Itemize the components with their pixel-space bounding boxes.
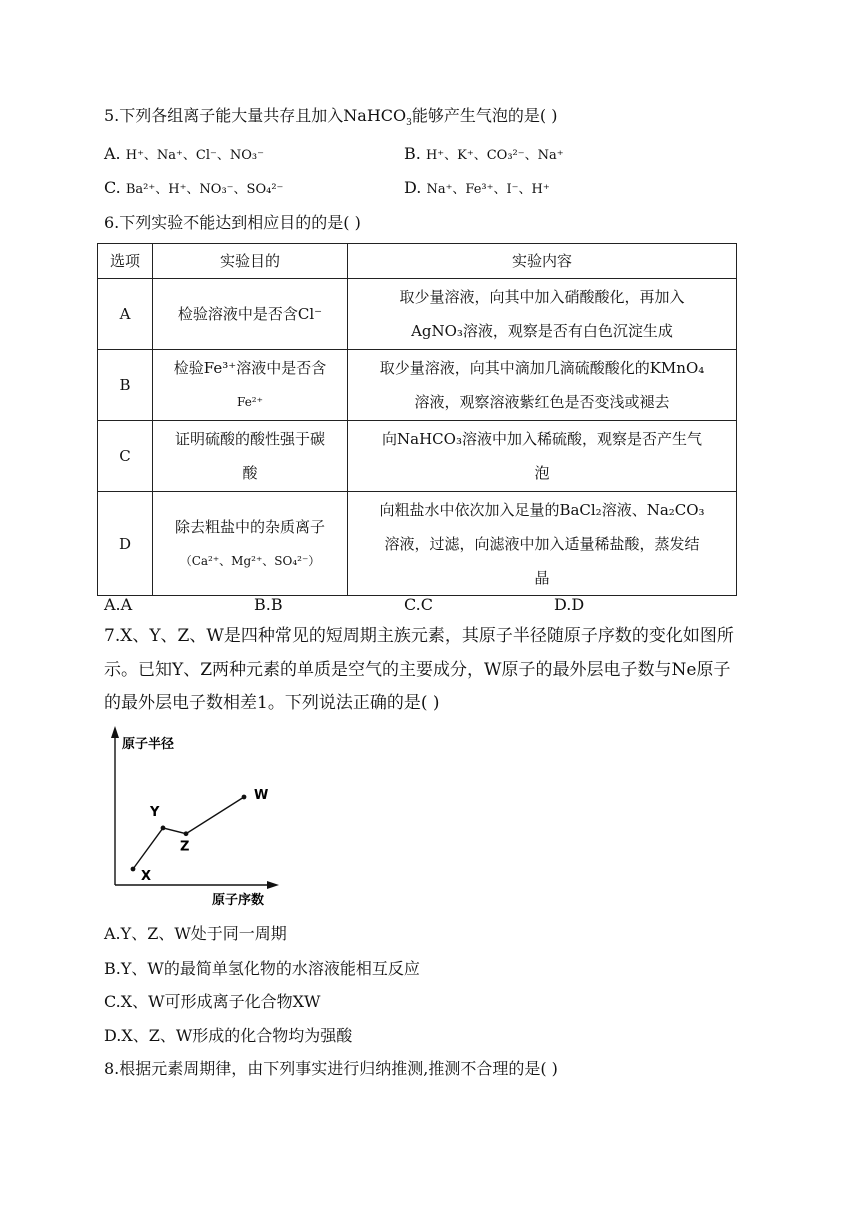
table-row [98, 421, 737, 492]
x-axis-arrow [267, 881, 279, 889]
x-axis-label: 原子序数 [212, 893, 265, 908]
row-a-aim: 检验溶液中是否含Cl⁻ [153, 279, 348, 350]
q5-option-d-text: Na⁺、Fe³⁺、I⁻、H⁺ [426, 182, 550, 197]
q8-stem: 8.根据元素周期律，由下列事实进行归纳推测,推测不合理的是( ) [104, 1059, 558, 1078]
q5-option-a-label: A. [104, 144, 121, 163]
row-a-label: A [98, 279, 153, 350]
point-label-y: Y [150, 804, 160, 820]
q5-stem-part1: 5.下列各组离子能大量共存且加入 [104, 106, 344, 125]
q7-stem-line1: 7.X、Y、Z、W是四种常见的短周期主族元素，其原子半径随原子序数的变化如图所 [104, 626, 734, 646]
row-c-content-line2: 泡 [534, 464, 550, 482]
row-b-content-line2: 溶液，观察溶液紫红色是否变浅或褪去 [414, 393, 670, 411]
row-b-aim-line1: 检验Fe³⁺溶液中是否含 [173, 359, 327, 377]
q7-stem-line3: 的最外层电子数相差1。下列说法正确的是( ) [104, 693, 440, 713]
row-a-content-line2: AgNO₃溶液，观察是否有白色沉淀生成 [411, 322, 673, 340]
chart-marks [131, 788, 269, 884]
row-a-content-line1: 取少量溶液，向其中加入硝酸酸化，再加入 [399, 288, 685, 306]
q5-option-c [104, 177, 283, 201]
row-d-content-line2: 溶液，过滤，向滤液中加入适量稀盐酸，蒸发结 [384, 534, 700, 553]
table-row [98, 492, 737, 596]
row-c-content-line1: 向NaHCO₃溶液中加入稀硫酸，观察是否产生气 [382, 430, 702, 448]
q7-option-b: B.Y、W的最简单氢化物的水溶液能相互反应 [104, 959, 420, 978]
q6-answer-a: A.A [104, 595, 133, 614]
row-b-aim [153, 350, 348, 421]
row-b-aim-line2: Fe²⁺ [237, 395, 263, 409]
point-label-x: X [141, 869, 152, 884]
y-axis-label: 原子半径 [122, 737, 175, 752]
q7-option-a: A.Y、Z、W处于同一周期 [104, 924, 287, 943]
point-w [242, 795, 247, 800]
point-y [161, 826, 166, 831]
point-label-z: Z [180, 839, 190, 855]
q5-option-d-label: D. [404, 178, 422, 197]
point-label-w: W [254, 788, 269, 803]
row-b-content-line1: 取少量溶液，向其中滴加几滴硫酸酸化的KMnO₄ [379, 359, 705, 377]
row-c-aim-line2: 酸 [242, 464, 258, 482]
row-d-aim-line1: 除去粗盐中的杂质离子 [174, 517, 325, 536]
radius-chart [95, 720, 295, 920]
row-d-aim [153, 492, 348, 596]
row-d-aim-line2: （Ca²⁺、Mg²⁺、SO₄²⁻） [179, 553, 321, 568]
q5-stem-part2: 能够产生气泡的是( ) [411, 106, 558, 125]
q6-answer-c: C.C [404, 595, 433, 614]
y-axis-arrow [111, 726, 119, 738]
row-c-label: C [98, 421, 153, 492]
q6-table [97, 243, 737, 596]
q7-option-d: D.X、Z、W形成的化合物均为强酸 [104, 1026, 353, 1045]
q5-option-c-text: Ba²⁺、H⁺、NO₃⁻、SO₄²⁻ [125, 182, 284, 197]
q5-option-b [404, 143, 564, 167]
q5-option-d [404, 177, 550, 201]
header-content: 实验内容 [348, 244, 737, 279]
q6-stem: 6.下列实验不能达到相应目的的是( ) [104, 213, 361, 232]
q5-option-b-label: B. [404, 144, 421, 163]
q5-stem-formula-sub: 3 [406, 118, 412, 129]
table-row [98, 279, 737, 350]
header-option: 选项 [98, 244, 153, 279]
row-c-aim [153, 421, 348, 492]
q5-option-a [104, 143, 264, 167]
q5-stem [104, 105, 557, 127]
row-d-content-line3: 晶 [534, 568, 550, 587]
q5-option-c-label: C. [104, 178, 121, 197]
q5-option-a-text: H⁺、Na⁺、Cl⁻、NO₃⁻ [125, 148, 264, 163]
q6-answer-b: B.B [254, 595, 283, 614]
q7-option-c: C.X、W可形成离子化合物XW [104, 992, 321, 1011]
row-c-aim-line1: 证明硫酸的酸性强于碳 [174, 430, 325, 448]
row-c-content [348, 421, 737, 492]
table-header-row [98, 244, 737, 279]
row-d-content-line1: 向粗盐水中依次加入足量的BaCl₂溶液、Na₂CO₃ [379, 500, 705, 519]
row-a-content [348, 279, 737, 350]
q6-answer-d: D.D [554, 595, 585, 614]
row-d-content [348, 492, 737, 596]
point-z [184, 831, 189, 836]
row-b-label: B [98, 350, 153, 421]
header-aim: 实验目的 [153, 244, 348, 279]
q5-stem-formula: NaHCO [343, 106, 407, 125]
q5-option-b-text: H⁺、K⁺、CO₃²⁻、Na⁺ [425, 148, 564, 163]
row-d-label: D [98, 492, 153, 596]
point-x [131, 867, 136, 872]
q7-stem-line2: 示。已知Y、Z两种元素的单质是空气的主要成分，W原子的最外层电子数与Ne原子 [104, 660, 731, 680]
table-row [98, 350, 737, 421]
row-b-content [348, 350, 737, 421]
